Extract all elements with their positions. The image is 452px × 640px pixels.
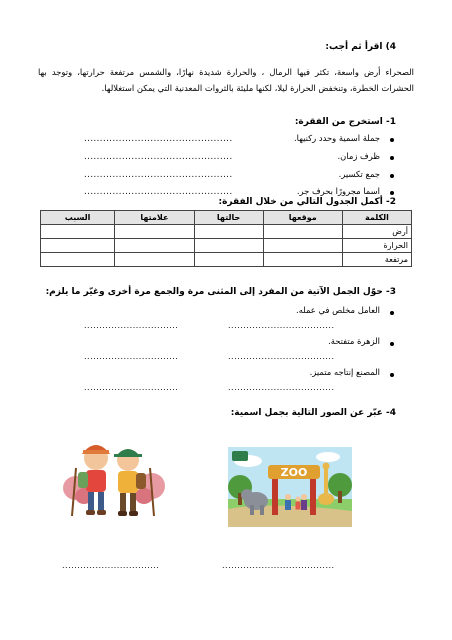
table-row xyxy=(41,239,412,253)
table-header: حالتها xyxy=(194,211,263,225)
table-cell[interactable] xyxy=(41,253,115,267)
table-cell-word: الحرارة xyxy=(343,239,412,253)
reading-paragraph: الصحراء أرض واسعة، تكثر فيها الرمال ، والحرارة شديدة نهارًا، والشمس مرتفعة حرارتها، وتوجد بها الحشرات الخطرة، وتنخفض الحرارة ليلا، لكنها مليئة بالثروات المعدنية التي يمكن استغلالها. xyxy=(38,67,414,93)
table-header: الكلمة xyxy=(343,211,412,225)
table-row xyxy=(41,225,412,239)
bullet-icon xyxy=(390,311,394,315)
table-header-row xyxy=(41,211,412,225)
bullet-icon xyxy=(390,191,394,195)
extract-item: ظرف زمان. ............................................... xyxy=(84,151,380,161)
table-header: السبب xyxy=(41,211,115,225)
table-cell[interactable] xyxy=(115,253,195,267)
section-1-title: 1- استخرج من الفقرة: xyxy=(294,117,396,127)
table-cell[interactable] xyxy=(115,225,195,239)
zoo-illustration xyxy=(228,447,352,527)
sentence-item: الزهرة متفتحة. xyxy=(328,336,380,346)
extract-item: جمع تكسير. ............................................... xyxy=(84,169,380,179)
table-cell[interactable] xyxy=(194,253,263,267)
answer-line[interactable]: ............................................... xyxy=(84,169,233,179)
bullet-icon xyxy=(390,174,394,178)
picture-answer-line[interactable]: ..................................... xyxy=(222,561,335,570)
table-cell[interactable] xyxy=(263,253,342,267)
answer-line[interactable]: ............................................... xyxy=(84,186,233,196)
table-header: علامتها xyxy=(115,211,195,225)
answer-line[interactable]: ............................................... xyxy=(84,151,233,161)
table-cell[interactable] xyxy=(115,239,195,253)
table-cell-word: مرتفعة xyxy=(343,253,412,267)
answer-line-dual[interactable]: ................................... xyxy=(228,383,335,392)
table-cell[interactable] xyxy=(263,239,342,253)
word-analysis-table xyxy=(40,210,412,267)
extract-item: اسما مجرورًا بحرف جر. ............................................... xyxy=(84,186,380,196)
section-3-title: 3- حوّل الجمل الآتية من المفرد إلى المثنى مرة والجمع مرة أخرى وغيّر ما يلزم: xyxy=(45,287,396,297)
bullet-icon xyxy=(390,156,394,160)
sentence-item: المصنع إنتاجه متميز. xyxy=(309,367,380,377)
hikers-illustration xyxy=(62,438,166,524)
table-cell[interactable] xyxy=(263,225,342,239)
answer-line-plural[interactable]: ............................... xyxy=(84,352,179,361)
answer-line-dual[interactable]: ................................... xyxy=(228,321,335,330)
answer-line-dual[interactable]: ................................... xyxy=(228,352,335,361)
zoo-sign-text: ZOO xyxy=(280,466,308,479)
question-title: 4) اقرأ ثم أجب: xyxy=(325,42,396,52)
table-row xyxy=(41,253,412,267)
answer-line-plural[interactable]: ............................... xyxy=(84,321,179,330)
answer-line[interactable]: ............................................... xyxy=(84,133,233,143)
table-cell[interactable] xyxy=(41,225,115,239)
sentence-item: العامل مخلص في عمله. xyxy=(296,305,380,315)
table-cell[interactable] xyxy=(194,225,263,239)
table-header: موقعها xyxy=(263,211,342,225)
picture-answer-line[interactable]: ................................ xyxy=(62,561,160,570)
table-cell-word: أرض xyxy=(343,225,412,239)
section-4-title: 4- عبّر عن الصور التالية بجمل اسمية: xyxy=(230,408,396,418)
extract-item: جملة اسمية وحدد ركنيها. ............................................... xyxy=(84,133,380,143)
table-cell[interactable] xyxy=(41,239,115,253)
answer-line-plural[interactable]: ............................... xyxy=(84,383,179,392)
table-cell[interactable] xyxy=(194,239,263,253)
bullet-icon xyxy=(390,138,394,142)
bullet-icon xyxy=(390,342,394,346)
bullet-icon xyxy=(390,373,394,377)
section-2-title: 2- أكمل الجدول التالي من خلال الفقرة: xyxy=(218,197,396,207)
